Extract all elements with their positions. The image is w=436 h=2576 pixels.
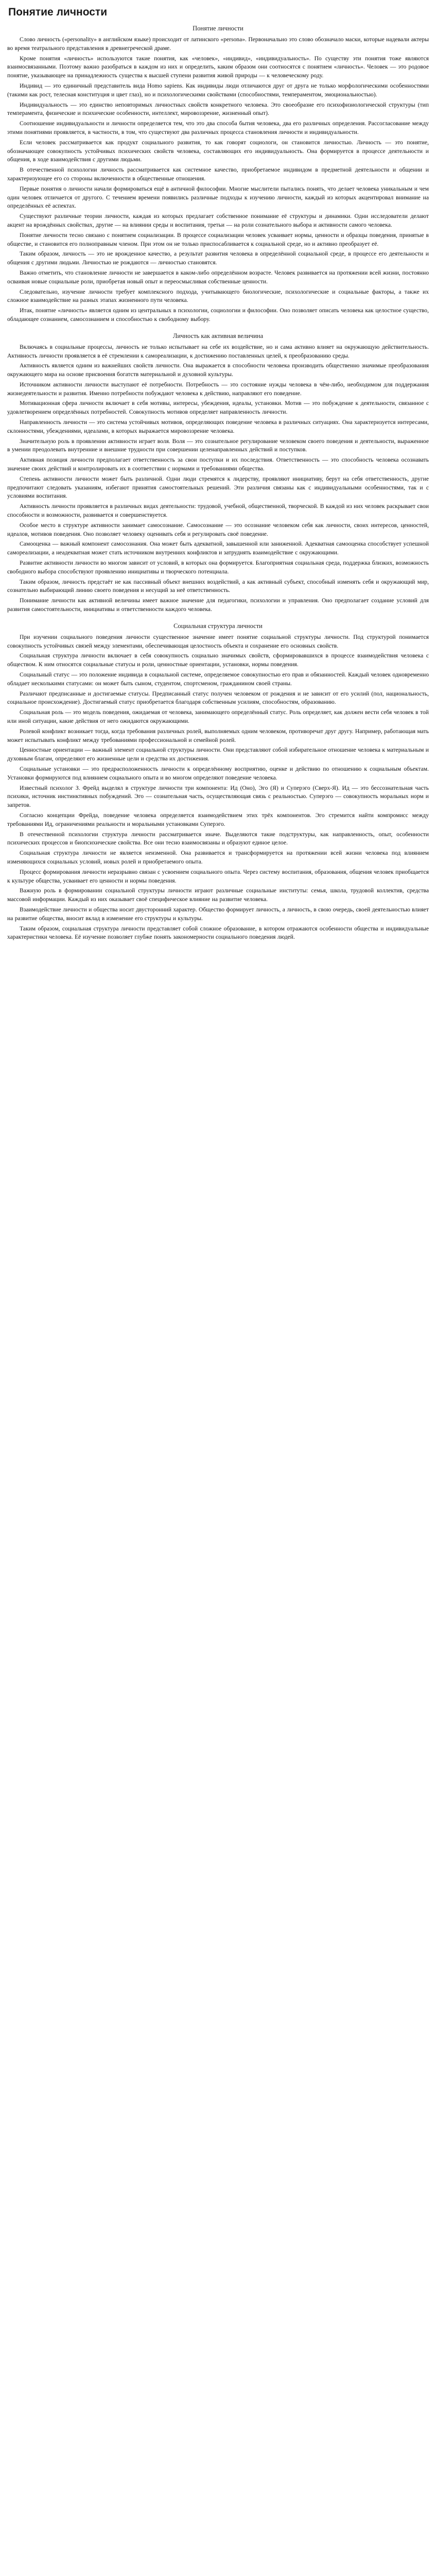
document-title: Понятие личности — [8, 6, 108, 18]
paragraph: Значительную роль в проявлении активности играет воля. Воля — это сознательное регулирование человеком своего поведения и деятельности, выраженное в умении преодолевать внутренние и внешние трудности при совершении целенаправленных действий и поступков. — [7, 437, 429, 453]
section-title: Личность как активная величина — [172, 332, 264, 340]
paragraph: Если человек рассматривается как продукт социального развития, то как говорят социологи, он становится личностью. Личность — это понятие, обозначающее совокупность устойчивых психических свойств человека, составляющих его индивидуальность. Она формируется в процессе деятельности и общения, в ходе взаимодействия с другими людьми. — [7, 139, 429, 163]
paragraph: Мотивационная сфера личности включает в себя мотивы, интересы, убеждения, идеалы, установки. Мотив — это побуждение к деятельности, связанное с удовлетворением определённых потребностей. Совокупность мотивов определяет направленность личности. — [7, 400, 429, 416]
paragraph: Ролевой конфликт возникает тогда, когда требования различных ролей, выполняемых одним человеком, противоречат друг другу. Например, работающая мать может испытывать конфликт между требованиями профессиональной и семейной ролей. — [7, 727, 429, 743]
paragraph: Процесс формирования личности неразрывно связан с усвоением социального опыта. Через систему воспитания, образования, общения человек приобщается к культуре общества, усваивает его ценности и нормы поведения. — [7, 868, 429, 884]
paragraph: Различают предписанные и достигаемые статусы. Предписанный статус получен человеком от рождения и не зависит от его усилий (пол, национальность, социальное происхождение). Достигаемый статус приобретается благодаря собственным усилиям, способностям, образованию. — [7, 690, 429, 706]
paragraph: Согласно концепции Фрейда, поведение человека определяется взаимодействием этих трёх компонентов. Эго стремится найти компромисс между требованиями Ид, ограничениями реальности и моральными установками Суперэго. — [7, 811, 429, 827]
paragraph: Социальная структура личности не является неизменной. Она развивается и трансформируется на протяжении всей жизни человека под влиянием изменяющихся социальных условий, новых ролей и приобретаемого опыта. — [7, 850, 429, 865]
paragraph: Активность является одним из важнейших свойств личности. Она выражается в способности человека производить общественно значимые преобразования окружающего мира на основе присвоения богатств материальной и духовной культуры. — [7, 362, 429, 378]
paragraph: Важно отметить, что становление личности не завершается в каком-либо определённом возрасте. Человек развивается на протяжении всей жизни, постоянно осваивая новые социальные роли, приобретая новый опыт и переосмысливая собственные ценности. — [7, 269, 429, 285]
paragraph: Социальная структура личности включает в себя совокупность социально значимых свойств, сформировавшихся в процессе взаимодействия человека с обществом. К ним относятся социальные статусы и роли, ценностные ориентации, установки, нормы поведения. — [7, 652, 429, 668]
section — [7, 332, 429, 614]
paragraph: Активность личности проявляется в различных видах деятельности: трудовой, учебной, общественной, творческой. В каждой из них человек раскрывает свои способности и возможности, развивается и совершенствуется. — [7, 503, 429, 519]
paragraph: При изучении социального поведения личности существенное значение имеет понятие социальной структуры личности. Под структурой понимается совокупность устойчивых связей между элементами, обеспечивающая целостность объекта и сохранение его основных свойств. — [7, 633, 429, 649]
paragraph: Активная позиция личности предполагает ответственность за свои поступки и их последствия. Ответственность — это способность человека осознавать значение своих действий и контролировать их в соответствии с нормами и требованиями общества. — [7, 456, 429, 472]
paragraph: Самооценка — важный компонент самосознания. Она может быть адекватной, завышенной или заниженной. Адекватная самооценка способствует успешной самореализации, а неадекватная может стать источником внутренних конфликтов и затруднять взаимодействие с окружающими. — [7, 540, 429, 556]
paragraph: Известный психолог З. Фрейд выделял в структуре личности три компонента: Ид (Оно), Эго (Я) и Суперэго (Сверх-Я). Ид — это бессознательная часть психики, источник инстинктивных побуждений. Эго — сознательная часть, осуществляющая связь с реальностью. Суперэго — совокупность моральных норм и запретов. — [7, 784, 429, 809]
section — [7, 25, 429, 324]
paragraph: Кроме понятия «личность» используются такие понятия, как «человек», «индивид», «индивидуальность». По существу эти понятия тоже являются взаимосвязанными. Поэтому важно разобраться в каждом из них и определить, каким образом они соотносятся с понятием «личность». Человек — это родовое понятие, указывающее на принадлежность существа к высшей ступени развития живой природы — к человеческому роду. — [7, 55, 429, 79]
paragraph: В отечественной психологии личность рассматривается как системное качество, приобретаемое индивидом в предметной деятельности и общении и характеризующее его со стороны включенности в общественные отношения. — [7, 166, 429, 182]
paragraph: Важную роль в формировании социальной структуры личности играют различные социальные институты: семья, школа, трудовой коллектив, средства массовой информации. Каждый из них оказывает своё специфическое влияние на развитие человека. — [7, 887, 429, 903]
document-page — [0, 0, 436, 960]
paragraph: В отечественной психологии структура личности рассматривается иначе. Выделяются такие подструктуры, как направленность, опыт, особенности психических процессов и биопсихические свойства. Все они тесно взаимосвязаны и образуют единое целое. — [7, 831, 429, 846]
paragraph: Источником активности личности выступают её потребности. Потребность — это состояние нужды человека в чём-либо, необходимом для поддержания жизнедеятельности и развития. Именно потребности побуждают человека к действию, направляют его поведение. — [7, 381, 429, 397]
section-title: Социальная структура личности — [173, 622, 263, 630]
paragraph: Взаимодействие личности и общества носит двусторонний характер. Общество формирует личность, а личность, в свою очередь, своей деятельностью влияет на развитие общества, вносит вклад в изменение его структуры и культуры. — [7, 906, 429, 922]
paragraph: Соотношение индивидуальности и личности определяется тем, что это два способа бытия человека, два его различных определения. Рассогласование между этими понятиями проявляется, в частности, в том, что существуют два различных процесса становления личности и индивидуальности. — [7, 120, 429, 135]
paragraph: Существуют различные теории личности, каждая из которых предлагает собственное понимание её структуры и динамики. Одни исследователи делают акцент на врождённых свойствах, другие — на влиянии среды и воспитания, третьи — на роли сознательного выбора и активности самого человека. — [7, 213, 429, 228]
paragraph: Направленность личности — это система устойчивых мотивов, определяющих поведение человека в различных ситуациях. Она характеризуется интересами, склонностями, убеждениями, идеалами, в которых выражается мировоззрение человека. — [7, 419, 429, 434]
paragraph: Слово личность («personality» в английском языке) происходит от латинского «persona». Первоначально это слово обозначало маски, которые надевали актеры во время театрального представления в древнегреческой драме. — [7, 36, 429, 52]
paragraph: Таким образом, личность предстаёт не как пассивный объект внешних воздействий, а как активный субъект, способный изменять себя и окружающий мир, сознательно выбирающий линию своего поведения и несущий за неё ответственность. — [7, 578, 429, 594]
paragraph: Таким образом, социальная структура личности представляет собой сложное образование, в котором отражаются особенности общества и индивидуальные характеристики человека. Её изучение позволяет глубже понять закономерности социального поведения людей. — [7, 925, 429, 941]
document-body — [7, 25, 429, 942]
paragraph: Индивид — это единичный представитель вида Homo sapiens. Как индивиды люди отличаются друг от друга не только морфологическими особенностями (такими как рост, телесная конституция и цвет глаз), но и психологическими свойствами (способностями, темпераментом, эмоциональностью). — [7, 82, 429, 98]
paragraph: Первые понятия о личности начали формироваться ещё в античной философии. Многие мыслители пытались понять, что делает человека уникальным и чем один человек отличается от другого. С течением времени появились различные подходы к изучению личности, каждый из которых акцентировал внимание на определённых её аспектах. — [7, 185, 429, 210]
paragraph: Понятие личности тесно связано с понятием социализации. В процессе социализации человек усваивает нормы, ценности и образцы поведения, принятые в обществе, и становится его полноправным членом. При этом он не только приспосабливается к социальной среде, но и активно преобразует её. — [7, 231, 429, 247]
paragraph: Итак, понятие «личность» является одним из центральных в психологии, социологии и философии. Оно позволяет описать человека как целостное существо, обладающее сознанием, самосознанием и способностью к свободному выбору. — [7, 307, 429, 323]
paragraph: Таким образом, личность — это не врожденное качество, а результат развития человека в определённой социальной среде, в процессе его деятельности и общения с другими людьми. Личностью не рождаются — личностью становятся. — [7, 250, 429, 266]
paragraph: Степень активности личности может быть различной. Одни люди стремятся к лидерству, проявляют инициативу, берут на себя ответственность, другие предпочитают следовать указаниям, избегают принятия самостоятельных решений. Эти различия связаны как с индивидуальными особенностями, так и с условиями воспитания. — [7, 475, 429, 500]
paragraph: Социальная роль — это модель поведения, ожидаемая от человека, занимающего определённый статус. Роль определяет, как должен вести себя человек в той или иной ситуации, какие действия от него ожидаются окружающими. — [7, 709, 429, 724]
paragraph: Следовательно, изучение личности требует комплексного подхода, учитывающего биологические, психологические и социальные факторы, а также их сложное взаимодействие на разных этапах жизненного пути человека. — [7, 288, 429, 304]
paragraph: Индивидуальность — это единство неповторимых личностных свойств конкретного человека. Это своеобразие его психофизиологической структуры (тип темперамента, физические и психические особенности, интеллект, мировоззрение, жизненный опыт). — [7, 101, 429, 117]
paragraph: Социальный статус — это положение индивида в социальной системе, определяемое совокупностью его прав и обязанностей. Каждый человек одновременно обладает несколькими статусами: он может быть сыном, студентом, спортсменом, гражданином своей страны. — [7, 671, 429, 687]
section — [7, 622, 429, 942]
paragraph: Социальные установки — это предрасположенность личности к определённому восприятию, оценке и действию по отношению к социальным объектам. Установки формируются под влиянием социального опыта и во многом определяют поведение человека. — [7, 765, 429, 781]
paragraph: Понимание личности как активной величины имеет важное значение для педагогики, психологии и управления. Оно предполагает создание условий для развития самостоятельности, инициативы и ответственности каждого человека. — [7, 597, 429, 613]
paragraph: Включаясь в социальные процессы, личность не только испытывает на себе их воздействие, но и сама активно влияет на окружающую действительность. Активность личности проявляется в её стремлении к самореализации, к достижению поставленных целей, к преобразованию среды. — [7, 343, 429, 359]
paragraph: Ценностные ориентации — важный элемент социальной структуры личности. Они представляют собой избирательное отношение человека к материальным и духовным благам, определяют его жизненные цели и средства их достижения. — [7, 747, 429, 762]
section-title: Понятие личности — [193, 25, 243, 32]
paragraph: Особое место в структуре активности занимает самосознание. Самосознание — это осознание человеком себя как личности, своих интересов, ценностей, идеалов, мотивов поведения. Оно позволяет человеку оценивать себя и регулировать своё поведение. — [7, 521, 429, 537]
paragraph: Развитие активности личности во многом зависит от условий, в которых она формируется. Благоприятная социальная среда, поддержка близких, возможность свободного выбора способствуют проявлению инициативы и творческого потенциала. — [7, 560, 429, 575]
